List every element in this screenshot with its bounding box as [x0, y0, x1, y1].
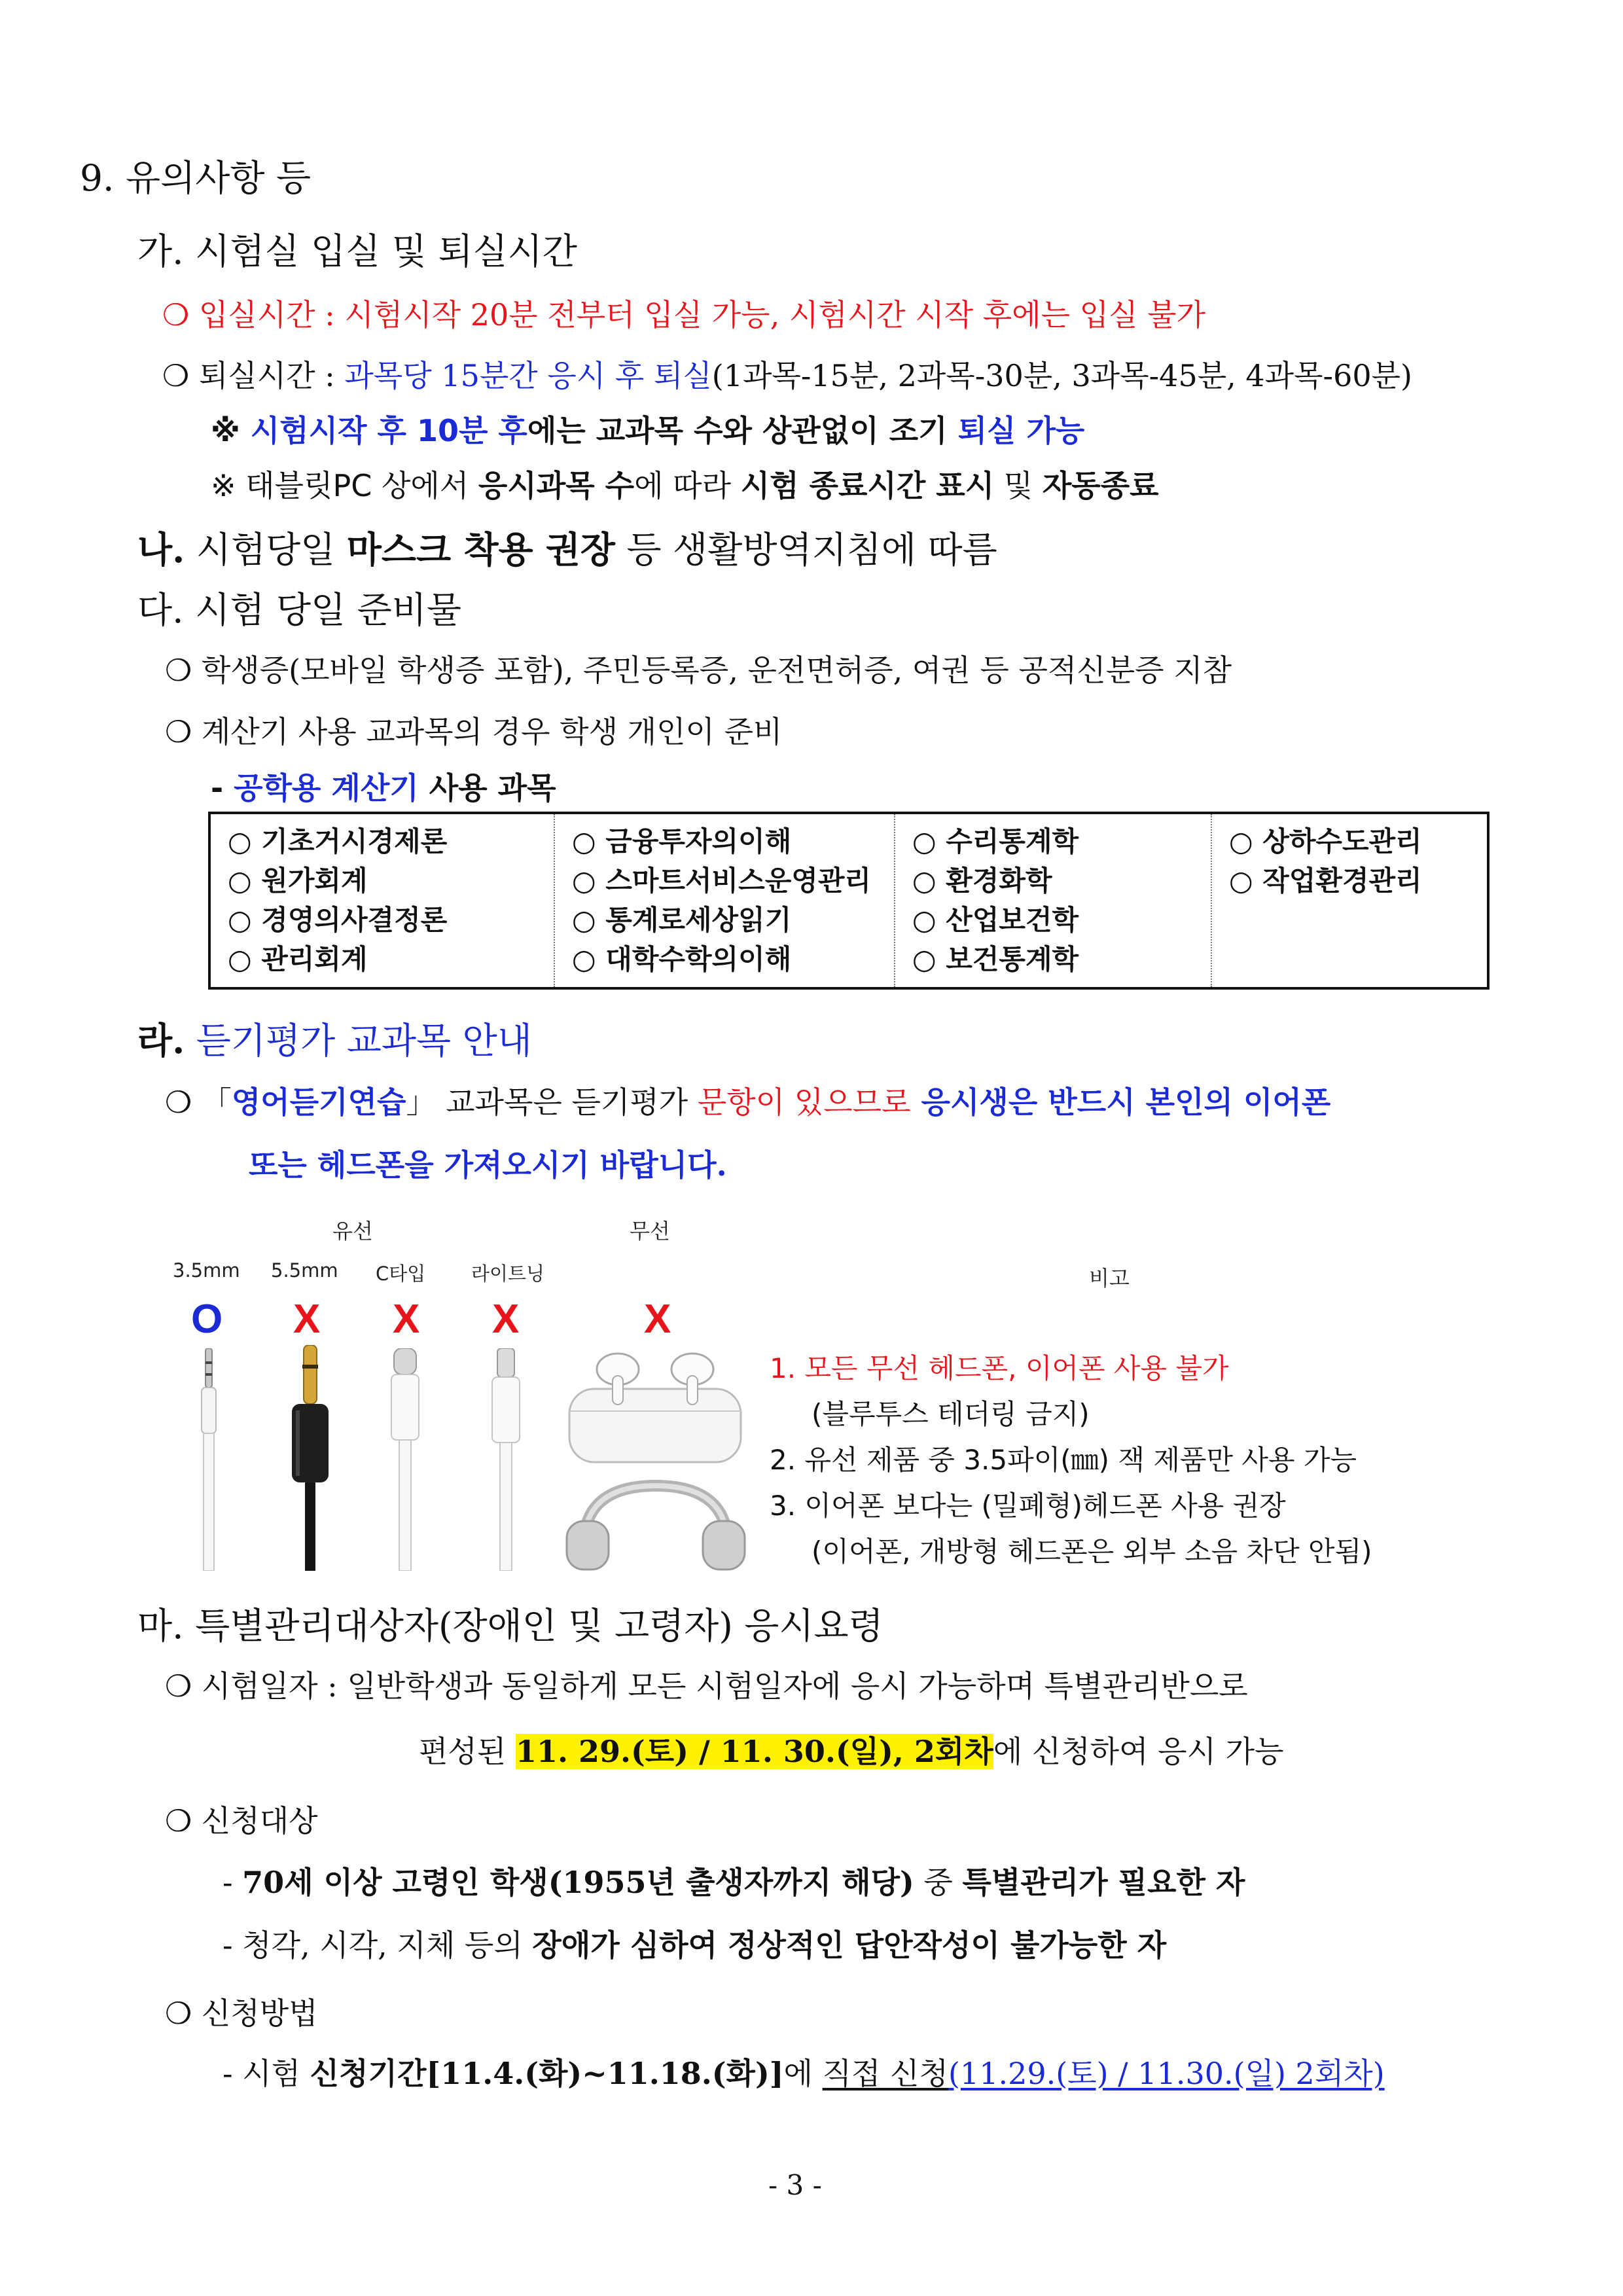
course-item: ○ 보건통계학	[912, 943, 1079, 975]
method-text: 직접 신청	[822, 2056, 948, 2091]
early-exit-allowed: 퇴실 가능	[957, 413, 1085, 448]
course-item: ○ 스마트서비스운영관리	[572, 865, 871, 897]
notice-blue: 응시생은 반드시 본인의 이어폰	[910, 1085, 1331, 1120]
listening-notice-cont: 또는 헤드폰을 가져오시기 바랍니다.	[249, 1147, 727, 1183]
wired-label: 유선	[332, 1219, 373, 1244]
course-item: ○ 경영의사결정론	[228, 904, 448, 936]
course-item: ○ 상하수도관리	[1229, 825, 1422, 857]
method-text: 에	[783, 2056, 823, 2091]
special-session-dates: 11. 29.(토) / 11. 30.(일), 2회차	[515, 1734, 993, 1769]
course-item: ○ 대학수학의이해	[572, 943, 792, 975]
exit-detail: (1과목-15분, 2과목-30분, 3과목-45분, 4과목-60분)	[711, 358, 1412, 393]
type-lightning: 라이트닝	[471, 1263, 545, 1285]
target-text: 70세 이상 고령인 학생(1955년 출생자까지 해당)	[242, 1865, 914, 1900]
mark-no: X	[492, 1297, 520, 1342]
application-period: 신청기간[11.4.(화)~11.18.(화)]	[310, 2056, 784, 2091]
early-exit-text: 에는 교과목 수와 상관없이 조기	[527, 413, 958, 448]
mark-no: X	[393, 1297, 420, 1342]
note-no-bluetooth: (블루투스 테더링 금지)	[812, 1398, 1090, 1430]
special-date-cont	[419, 1728, 1284, 1771]
target-text: 중	[914, 1865, 963, 1900]
heading-mask	[137, 521, 997, 573]
note-text: 시험 종료시간 표시	[740, 468, 995, 503]
bracket: 」	[406, 1085, 437, 1120]
course-item: ○ 수리통계학	[912, 825, 1079, 857]
calculator-subtitle	[211, 764, 556, 808]
heading-entry-exit: 가. 시험실 입실 및 퇴실시간	[137, 230, 577, 272]
supplies-calculator: ❍ 계산기 사용 교과목의 경우 학생 개인이 준비	[165, 714, 783, 749]
course-item: ○ 통계로세상읽기	[572, 904, 792, 936]
course-column	[1211, 814, 1487, 987]
date-text: 에 신청하여 응시 가능	[993, 1734, 1284, 1769]
calculator-type: 공학용 계산기	[234, 770, 419, 806]
wireless-headphones-icon	[564, 1474, 747, 1572]
entry-time-line	[162, 291, 1205, 334]
heading-supplies: 다. 시험 당일 준비물	[137, 589, 461, 631]
page-number: - 3 -	[768, 2169, 822, 2201]
heading-text: 마스크 착용 권장	[346, 528, 615, 571]
supplies-id: ❍ 학생증(모바일 학생증 포함), 주민등록증, 운전면허증, 여권 등 공적신분증 지참	[165, 653, 1232, 688]
jack-3-5mm-icon	[183, 1348, 236, 1571]
course-column	[554, 814, 894, 987]
note-3-5mm-only: 2. 유선 제품 중 3.5파이(㎜) 잭 제품만 사용 가능	[770, 1444, 1357, 1476]
remark-label: 비고	[1089, 1266, 1130, 1291]
heading-text: 등 생활방역지침에 따름	[615, 529, 997, 571]
course-column	[211, 814, 554, 987]
method-text: - 시험	[223, 2056, 310, 2091]
target-text: 장애가 심하여 정상적인 답안작성이 불가능한 자	[532, 1928, 1167, 1963]
dash: -	[223, 1865, 243, 1900]
mark-no: X	[293, 1297, 321, 1342]
note-noise: (이어폰, 개방형 헤드폰은 외부 소음 차단 안됨)	[812, 1535, 1372, 1568]
note-text: 에 따라	[634, 468, 741, 503]
course-item: ○ 작업환경관리	[1229, 865, 1422, 897]
wireless-earbuds-icon	[564, 1343, 747, 1467]
course-column	[894, 814, 1211, 987]
method-sessions: (11.29.(토) / 11.30.(일) 2회차)	[948, 2056, 1385, 2091]
early-exit-time: 시험시작 후 10분 후	[250, 413, 527, 448]
date-text: 편성된	[419, 1734, 516, 1769]
type-5-5mm: 5.5mm	[271, 1259, 338, 1282]
dash: -	[211, 770, 234, 806]
note-headphones-recommended: 3. 이어폰 보다는 (밀폐형)헤드폰 사용 권장	[770, 1490, 1286, 1522]
type-3-5mm: 3.5mm	[173, 1259, 240, 1282]
course-item: ○ 관리회계	[228, 943, 368, 975]
circle-marker-icon: ❍	[162, 297, 190, 332]
calculator-text: 사용 과목	[418, 770, 556, 806]
heading-listening	[137, 1012, 532, 1064]
usb-c-cable-icon	[386, 1348, 425, 1571]
course-item: ○ 산업보건학	[912, 904, 1079, 936]
mark-ok: O	[191, 1297, 223, 1342]
exit-time-line	[162, 352, 1412, 395]
date-text: 시험일자 : 일반학생과 동일하게 모든 시험일자에 응시 가능하며 특별관리반으로	[201, 1668, 1248, 1704]
target-text: 특별관리가 필요한 자	[962, 1865, 1245, 1900]
note-text: 응시과목 수	[478, 468, 635, 503]
notice-text: 교과목은 듣기평가	[436, 1085, 698, 1120]
target-text: - 청각, 시각, 지체 등의	[223, 1928, 533, 1963]
wireless-label: 무선	[630, 1219, 670, 1244]
target-heading: ❍ 신청대상	[165, 1803, 318, 1839]
listening-notice	[165, 1079, 1330, 1122]
exit-time-label: 퇴실시간 :	[198, 358, 345, 393]
jack-5-5mm-icon	[275, 1345, 347, 1571]
heading-text: 시험당일	[185, 529, 347, 571]
exit-rule: 과목당 15분간 응시 후 퇴실	[344, 358, 712, 393]
heading-label: 나.	[137, 528, 185, 571]
bracket: 「	[201, 1085, 232, 1120]
special-date	[165, 1662, 1248, 1706]
notice-red: 문항이 있으므로	[697, 1085, 911, 1120]
note-no-wireless: 1. 모든 무선 헤드폰, 이어폰 사용 불가	[770, 1352, 1229, 1384]
note-text: 자동종료	[1042, 468, 1159, 503]
mark-no: X	[644, 1297, 671, 1342]
calculator-course-table	[208, 812, 1489, 990]
course-item: ○ 기초거시경제론	[228, 825, 448, 857]
method-heading: ❍ 신청방법	[165, 1996, 318, 2031]
note-mark: ※	[211, 413, 251, 448]
course-item: ○ 금융투자의이해	[572, 825, 792, 857]
circle-marker-icon: ❍	[162, 358, 190, 393]
heading-text: 듣기평가 교과목 안내	[185, 1020, 532, 1062]
course-item: ○ 원가회계	[228, 865, 368, 897]
note-text: 및	[994, 468, 1043, 503]
type-usb-c: C타입	[376, 1263, 426, 1285]
method-line	[223, 2050, 1385, 2093]
course-item: ○ 환경화학	[912, 865, 1052, 897]
lightning-cable-icon	[487, 1348, 526, 1571]
entry-time-text: 입실시간 : 시험시작 20분 전부터 입실 가능, 시험시간 시작 후에는 입실 불가	[198, 297, 1206, 332]
circle-marker-icon: ❍	[165, 1668, 202, 1704]
section-title: 9. 유의사항 등	[80, 157, 312, 199]
circle-marker-icon: ❍	[165, 1085, 202, 1120]
target-elderly	[223, 1859, 1245, 1902]
heading-label: 라.	[137, 1019, 185, 1062]
note-auto-end	[211, 462, 1159, 505]
target-disabled	[223, 1922, 1166, 1965]
listening-course: 영어듣기연습	[231, 1085, 406, 1120]
heading-special: 마. 특별관리대상자(장애인 및 고령자) 응시요령	[137, 1605, 883, 1647]
note-text: ※ 태블릿PC 상에서	[211, 468, 478, 503]
note-early-exit	[211, 407, 1084, 450]
